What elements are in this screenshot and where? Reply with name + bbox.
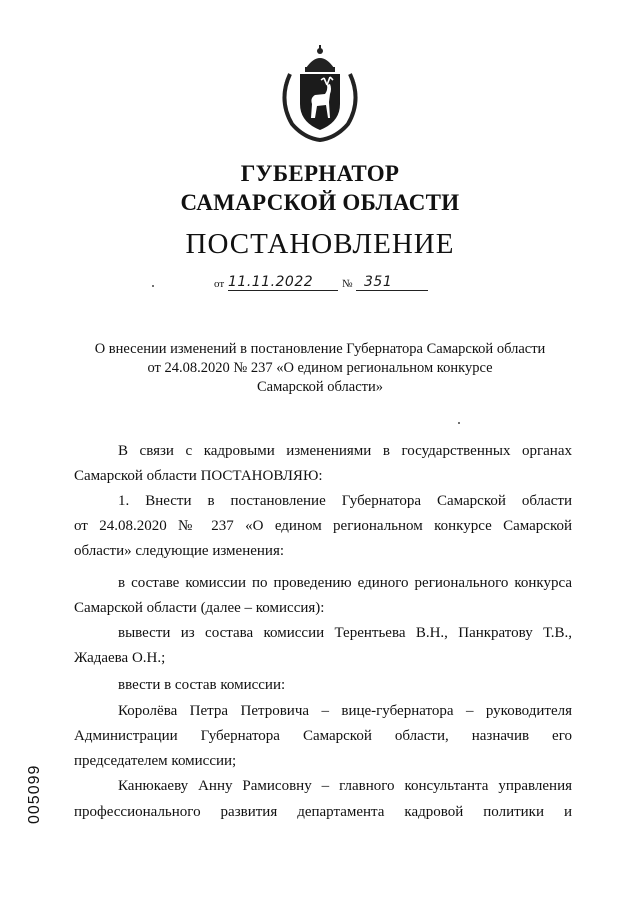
body-line: вывести из состава комиссии Терентьева В.Н., Панкратову Т.В., [118,625,572,641]
document-type-title: ПОСТАНОВЛЕНИЕ [185,228,455,260]
body-line: Королёва Петра Петровича – вице-губернатора – руководителя [118,703,572,719]
subject-line-3: Самарской области» [257,379,383,395]
body-line: Канюкаеву Анну Рамисовну – главного консультанта управления [118,778,572,794]
registration-number-vertical: 005099 [26,764,43,824]
number-underline [356,290,428,291]
body-line: 1. Внести в постановление Губернатора Самарской области [118,493,572,509]
body-line: Администрации Губернатора Самарской области, назначив его [74,728,572,744]
authority-title-line2: САМАРСКОЙ ОБЛАСТИ [180,190,460,215]
body-line: В связи с кадровыми изменениями в государственных органах [118,443,572,459]
body-line: председателем комиссии; [74,753,237,769]
date-number-line [214,273,454,293]
date-value: 11.11.2022 [228,274,314,290]
number-value: 351 [364,274,393,290]
number-prefix: № [342,278,353,290]
authority-title-line1: ГУБЕРНАТОР [240,161,400,186]
subject-line-2: от 24.08.2020 № 237 «О едином региональном конкурсе [147,360,493,376]
body-line: от 24.08.2020 № 237 «О едином региональном конкурсе Самарской [74,518,572,534]
date-prefix: от [214,278,225,290]
body-line: профессионального развития департамента кадровой политики и [74,804,572,820]
body-line: Самарской области (далее – комиссия): [74,600,325,616]
scan-speck [458,422,460,424]
body-line: ввести в состав комиссии: [118,677,286,693]
body-line: Самарской области ПОСТАНОВЛЯЮ: [74,468,323,484]
scan-speck [152,285,154,287]
date-underline [228,290,338,291]
body-line: области» следующие изменения: [74,543,285,559]
subject-line-1: О внесении изменений в постановление Губернатора Самарской области [94,341,546,357]
body-line: Жадаева О.Н.; [74,650,166,666]
body-line: в составе комиссии по проведению единого регионального конкурса [118,575,572,591]
coat-of-arms-emblem [270,42,370,142]
